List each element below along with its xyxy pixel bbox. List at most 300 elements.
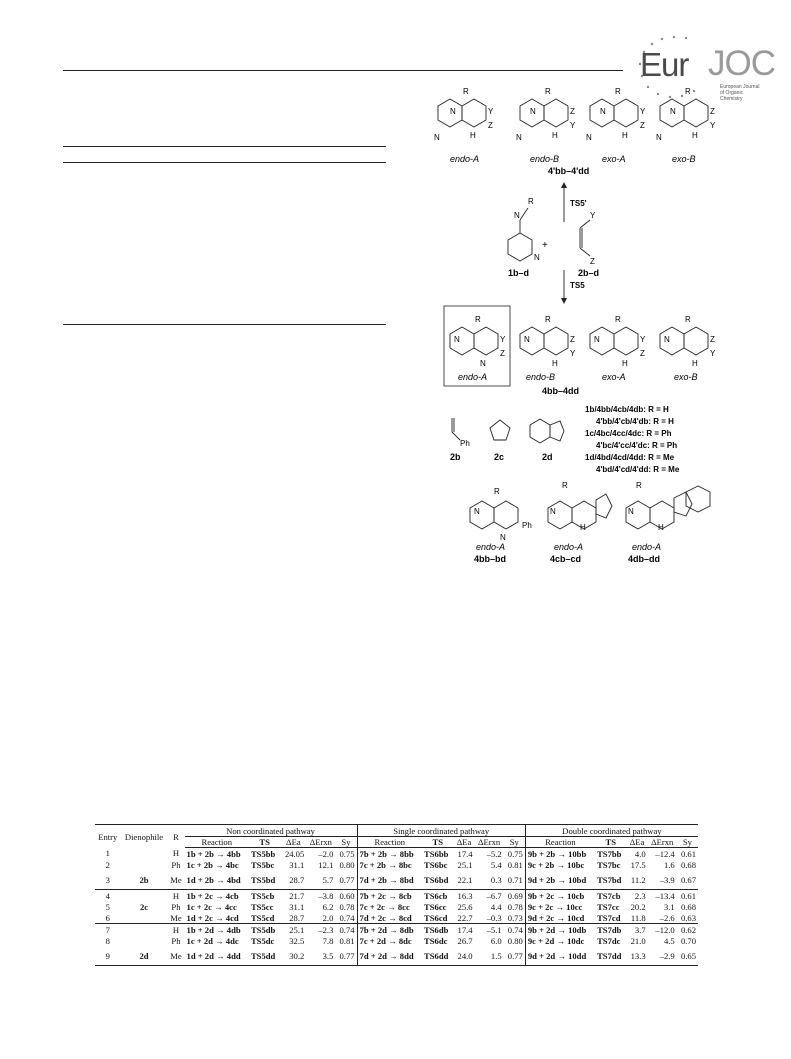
cell-ea: 28.7 xyxy=(289,874,305,885)
cell-sy: 0.71 xyxy=(507,874,523,885)
cell-ts: TS7bd xyxy=(597,874,622,885)
cell-ea: 13.3 xyxy=(627,946,648,966)
reactant1-label: 1b–d xyxy=(508,268,530,278)
cell-ea: 24.0 xyxy=(453,946,474,966)
atom-n: N xyxy=(534,253,540,262)
cell-erxn: –2.6 xyxy=(659,912,675,923)
cell-sy: 0.61 xyxy=(680,848,696,859)
cell-dienophile xyxy=(121,912,168,924)
cell-reaction: 1c + 2c → 4cc xyxy=(186,901,237,912)
bottom-isomer-endo-a xyxy=(450,315,506,382)
sub-reaction: Reaction xyxy=(357,837,422,848)
cell-erxn: –2.3 xyxy=(306,924,335,936)
cell-ea: 17.4 xyxy=(457,848,473,859)
cell-reaction: 9c + 2b → 10bc xyxy=(525,859,595,870)
cell-entry: 2 xyxy=(105,859,110,870)
atom-r: R xyxy=(615,87,621,96)
atom-n: N xyxy=(586,133,592,142)
cell-ea: 31.1 xyxy=(289,859,305,870)
atom-r: R xyxy=(494,487,500,496)
bottom-caption: 4bb–4dd xyxy=(542,386,580,396)
cell-ts: TS6bd xyxy=(424,874,449,885)
cell-ts: TS7bc xyxy=(597,859,621,870)
sub-sy: Sy xyxy=(677,837,698,848)
legend-line: 4'bb/4'cb/4'db: R = H xyxy=(596,417,674,426)
cell-reaction: 7d + 2c → 8cd xyxy=(357,912,422,924)
col-dienophile: Dienophile xyxy=(121,825,168,848)
atom-n: N xyxy=(514,211,520,220)
cell-ea: 30.2 xyxy=(280,946,306,966)
cell-dienophile: 2b xyxy=(139,874,149,885)
table-rule-mid xyxy=(63,162,386,163)
reactant2-label: 2b–d xyxy=(578,268,600,278)
cell-erxn: 4.4 xyxy=(490,901,502,912)
atom-n: N xyxy=(530,107,536,116)
cell-erxn: –12.0 xyxy=(648,924,677,936)
atom-n: N xyxy=(516,133,522,142)
product-id: 4db–dd xyxy=(628,554,661,564)
atom-h: H xyxy=(692,359,698,368)
atom-h: H xyxy=(552,359,558,368)
isomer-label: endo-B xyxy=(526,372,556,382)
product-id: 4cb–cd xyxy=(550,554,582,564)
cell-reaction: 1c + 2b → 4bc xyxy=(186,859,239,870)
cell-ea: 25.1 xyxy=(280,924,306,936)
cell-sy: 0.74 xyxy=(335,924,357,936)
atom-ph: Ph xyxy=(460,439,470,448)
cell-sy: 0.81 xyxy=(507,859,523,870)
reaction-scheme xyxy=(430,80,760,570)
cell-dienophile: 2c xyxy=(139,901,149,912)
cell-reaction: 7b + 2c → 8cb xyxy=(357,890,422,902)
cell-erxn: 7.8 xyxy=(322,935,334,946)
sub-ea: ΔEa xyxy=(627,837,648,848)
legend-line: 4'bc/4'cc/4'dc: R = Ph xyxy=(596,441,678,450)
cell-erxn: –5.1 xyxy=(475,924,504,936)
col-entry: Entry xyxy=(95,825,121,848)
cell-ts: TS7cc xyxy=(597,901,620,912)
product-4bb xyxy=(470,487,532,564)
atom-z: Z xyxy=(590,257,595,266)
product-label: endo-A xyxy=(476,542,506,552)
energy-table-grid xyxy=(95,824,698,966)
cell-ea: 17.4 xyxy=(453,924,474,936)
cell-erxn: –12.4 xyxy=(655,848,675,859)
atom-n: N xyxy=(480,359,486,368)
cell-sy: 0.68 xyxy=(680,859,696,870)
atom-r: R xyxy=(562,481,568,490)
atom-r: R xyxy=(545,87,551,96)
arrow-down-head xyxy=(561,298,567,304)
atom-n: N xyxy=(454,335,460,344)
product-id: 4bb–bd xyxy=(474,554,507,564)
cell-ea: 22.7 xyxy=(457,912,473,923)
cell-ts: TS6dd xyxy=(422,946,453,966)
atom-y: Y xyxy=(500,335,506,344)
cell-entry: 4 xyxy=(95,890,121,902)
cell-ts: TS7dd xyxy=(595,946,626,966)
sub-reaction: Reaction xyxy=(185,837,249,848)
cell-ts: TS5bb xyxy=(250,848,276,859)
cell-sy: 0.77 xyxy=(504,946,526,966)
cell-dienophile xyxy=(121,848,168,860)
atom-z: Z xyxy=(488,121,493,130)
legend-line: 4'bd/4'cd/4'dd: R = Me xyxy=(596,465,680,474)
cell-entry: 5 xyxy=(105,901,110,912)
atom-n: N xyxy=(670,107,676,116)
atom-y: Y xyxy=(710,349,716,358)
atom-n: N xyxy=(594,335,600,344)
header-rule xyxy=(63,70,623,71)
sub-ts: TS xyxy=(249,837,280,848)
sub-reaction: Reaction xyxy=(525,837,595,848)
atom-n: N xyxy=(628,507,634,516)
arrow-up-head xyxy=(561,182,567,188)
cell-ea: 25.6 xyxy=(457,901,473,912)
cell-ea: 11.8 xyxy=(630,912,646,923)
cell-erxn: 0.3 xyxy=(490,874,502,885)
table-group-header xyxy=(95,825,698,837)
atom-n: N xyxy=(600,107,606,116)
atom-r: R xyxy=(528,197,534,206)
cell-reaction: 9d + 2d → 10dd xyxy=(525,946,595,966)
atom-n: N xyxy=(474,507,480,516)
cell-dienophile: 2d xyxy=(121,946,168,966)
cell-sy: 0.75 xyxy=(507,848,523,859)
sub-ts: TS xyxy=(422,837,453,848)
cell-sy: 0.67 xyxy=(680,874,696,885)
cell-erxn: 6.0 xyxy=(490,935,502,946)
table-row xyxy=(95,912,698,924)
cell-ts: TS7bb xyxy=(597,848,622,859)
cell-r: H xyxy=(167,924,184,936)
table-row xyxy=(95,924,698,936)
cell-reaction: 1b + 2c → 4cb xyxy=(185,890,249,902)
table-row xyxy=(95,890,698,902)
cell-ea: 25.1 xyxy=(457,859,473,870)
cell-reaction: 1b + 2d → 4db xyxy=(185,924,249,936)
cell-reaction: 1d + 2b → 4bd xyxy=(186,874,241,885)
isomer-label: endo-A xyxy=(458,372,488,382)
cell-sy: 0.61 xyxy=(677,890,698,902)
cell-sy: 0.73 xyxy=(507,912,523,923)
atom-z: Z xyxy=(570,335,575,344)
cell-ea: 26.7 xyxy=(457,935,473,946)
atom-y: Y xyxy=(570,349,576,358)
cell-reaction: 1c + 2d → 4dc xyxy=(186,935,239,946)
cell-r: H xyxy=(172,848,180,859)
cell-erxn: –5.2 xyxy=(486,848,502,859)
product-label: endo-A xyxy=(554,542,584,552)
plus-sign: + xyxy=(542,240,548,251)
atom-y: Y xyxy=(590,211,596,220)
sub-sy: Sy xyxy=(504,837,526,848)
cell-reaction: 1b + 2b → 4bb xyxy=(186,848,241,859)
cell-ts: TS5db xyxy=(249,924,280,936)
atom-h: H xyxy=(692,131,698,140)
logo-subtitle-1: European Journal xyxy=(720,84,760,90)
cell-sy: 0.70 xyxy=(680,935,696,946)
cell-ts: TS7cb xyxy=(595,890,626,902)
product-4db xyxy=(626,481,710,564)
cell-sy: 0.81 xyxy=(339,935,355,946)
cell-erxn: –2.0 xyxy=(318,848,334,859)
cell-ts: TS5cc xyxy=(250,901,274,912)
cell-sy: 0.65 xyxy=(677,946,698,966)
atom-z: Z xyxy=(640,349,645,358)
cell-reaction: 7d + 2b → 8bd xyxy=(357,870,422,890)
cell-entry: 6 xyxy=(105,912,110,923)
cell-r: Ph xyxy=(171,859,181,870)
ts-top-label: TS5' xyxy=(570,199,587,208)
cell-reaction: 9c + 2c → 10cc xyxy=(525,901,595,912)
cell-erxn: 6.2 xyxy=(322,901,334,912)
atom-r: R xyxy=(685,87,691,96)
isomer-label: endo-A xyxy=(450,154,480,164)
top-isomer-exo-b xyxy=(656,87,716,164)
reactant-imine xyxy=(508,197,540,262)
cell-ts: TS6bc xyxy=(424,859,448,870)
group-single-coordinated: Single coordinated pathway xyxy=(357,825,525,837)
sub-ea: ΔEa xyxy=(280,837,306,848)
cell-reaction: 7b + 2b → 8bb xyxy=(357,848,422,860)
cell-entry: 7 xyxy=(95,924,121,936)
cell-ts: TS5dd xyxy=(249,946,280,966)
cell-ts: TS6cb xyxy=(422,890,453,902)
cell-entry: 8 xyxy=(105,935,110,946)
cell-erxn: –2.9 xyxy=(648,946,677,966)
dienophile-label: 2c xyxy=(494,452,505,462)
atom-z: Z xyxy=(710,335,715,344)
cell-ea: 3.7 xyxy=(627,924,648,936)
atom-y: Y xyxy=(710,121,716,130)
cell-sy: 0.62 xyxy=(677,924,698,936)
cell-entry: 1 xyxy=(105,848,110,859)
cell-reaction: 1d + 2d → 4dd xyxy=(185,946,249,966)
cell-ts: TS6cd xyxy=(424,912,448,923)
cell-ts: TS5cb xyxy=(249,890,280,902)
cell-ea: 22.1 xyxy=(457,874,473,885)
cell-ts: TS5dc xyxy=(250,935,275,946)
atom-y: Y xyxy=(488,107,494,116)
cell-reaction: 7c + 2d → 8dc xyxy=(357,935,422,946)
cell-sy: 0.77 xyxy=(335,946,357,966)
cell-r: Ph xyxy=(171,901,181,912)
table-rule-bottom xyxy=(63,324,386,325)
atom-r: R xyxy=(545,315,551,324)
sub-erxn: ΔErxn xyxy=(306,837,335,848)
table-row xyxy=(95,859,698,870)
product-label: endo-A xyxy=(632,542,662,552)
cell-sy: 0.74 xyxy=(504,924,526,936)
cell-ea: 28.7 xyxy=(289,912,305,923)
cell-reaction: 7b + 2d → 8db xyxy=(357,924,422,936)
cell-ts: TS7db xyxy=(595,924,626,936)
cell-ea: 16.3 xyxy=(453,890,474,902)
cell-sy: 0.75 xyxy=(339,848,355,859)
logo-subtitle-2: of Organic Chemistry xyxy=(720,90,744,102)
cell-ea: 32.5 xyxy=(289,935,305,946)
sub-ts: TS xyxy=(595,837,626,848)
cell-reaction: 9d + 2c → 10cd xyxy=(525,912,595,924)
cell-erxn: 4.5 xyxy=(663,935,675,946)
cell-dienophile xyxy=(121,859,168,870)
cell-r: H xyxy=(167,890,184,902)
cell-ea: 21.0 xyxy=(630,935,646,946)
cell-sy: 0.68 xyxy=(680,901,696,912)
atom-n: N xyxy=(664,335,670,344)
cell-erxn: –0.3 xyxy=(486,912,502,923)
cell-ts: TS5bd xyxy=(250,874,276,885)
cell-dienophile xyxy=(121,924,168,936)
bottom-isomer-endo-b xyxy=(520,315,576,382)
cell-sy: 0.78 xyxy=(507,901,523,912)
top-isomer-endo-b xyxy=(516,87,576,164)
atom-h: H xyxy=(658,523,664,532)
cell-sy: 0.63 xyxy=(680,912,696,923)
product-4cb xyxy=(548,481,612,564)
top-isomer-endo-a xyxy=(434,87,494,164)
table-row xyxy=(95,848,698,860)
atom-h: H xyxy=(622,131,628,140)
cell-entry: 3 xyxy=(105,874,110,885)
atom-h: H xyxy=(580,523,586,532)
group-double-coordinated: Double coordinated pathway xyxy=(525,825,698,837)
atom-y: Y xyxy=(640,107,646,116)
cell-ea: 24.05 xyxy=(284,848,305,859)
legend-line: 1b/4bb/4cb/4db: R = H xyxy=(585,405,669,414)
cell-ea: 2.3 xyxy=(627,890,648,902)
isomer-label: endo-B xyxy=(530,154,560,164)
atom-y: Y xyxy=(570,121,576,130)
cell-entry: 9 xyxy=(95,946,121,966)
cell-sy: 0.78 xyxy=(339,901,355,912)
cell-erxn: 12.1 xyxy=(318,859,334,870)
atom-r: R xyxy=(636,481,642,490)
atom-ph: Ph xyxy=(522,521,532,530)
cell-sy: 0.74 xyxy=(339,912,355,923)
cell-ts: TS6dc xyxy=(424,935,448,946)
cell-reaction: 7c + 2c → 8cc xyxy=(357,901,422,912)
cell-reaction: 9c + 2d → 10dc xyxy=(525,935,595,946)
atom-n: N xyxy=(550,507,556,516)
cell-ts: TS5cd xyxy=(250,912,275,923)
cell-erxn: –13.4 xyxy=(648,890,677,902)
atom-n: N xyxy=(500,533,506,542)
atom-r: R xyxy=(685,315,691,324)
legend-line: 1d/4bd/4cd/4dd: R = Me xyxy=(585,453,675,462)
cell-ea: 17.5 xyxy=(630,859,646,870)
isomer-label: exo-A xyxy=(602,372,626,382)
ts-bottom-label: TS5 xyxy=(570,281,585,290)
cell-erxn: –6.7 xyxy=(475,890,504,902)
cell-sy: 0.60 xyxy=(335,890,357,902)
table-rule-top xyxy=(63,146,386,147)
isomer-label: exo-A xyxy=(602,154,626,164)
isomer-label: exo-B xyxy=(674,372,698,382)
cell-ts: TS6db xyxy=(422,924,453,936)
cell-sy: 0.80 xyxy=(339,859,355,870)
atom-r: R xyxy=(463,87,469,96)
top-caption: 4'bb–4'dd xyxy=(548,166,590,176)
cell-reaction: 9b + 2d → 10db xyxy=(525,924,595,936)
cell-reaction: 1d + 2c → 4cd xyxy=(186,912,239,923)
sub-sy: Sy xyxy=(335,837,357,848)
reactant-alkene xyxy=(580,211,596,266)
cell-dienophile xyxy=(121,890,168,902)
table-sub-header xyxy=(95,837,698,848)
group-non-coordinated: Non coordinated pathway xyxy=(185,825,358,837)
cell-sy: 0.77 xyxy=(339,874,355,885)
cell-erxn: –3.8 xyxy=(306,890,335,902)
cell-erxn: 1.5 xyxy=(475,946,504,966)
dienophile-styrene xyxy=(452,418,470,448)
cell-erxn: –3.9 xyxy=(659,874,675,885)
cell-erxn: 2.0 xyxy=(322,912,334,923)
cell-reaction: 9b + 2b → 10bb xyxy=(525,848,595,860)
atom-n: N xyxy=(656,133,662,142)
table-row xyxy=(95,901,698,912)
cell-reaction: 9d + 2b → 10bd xyxy=(525,870,595,890)
cell-r: Me xyxy=(170,874,182,885)
logo-joc: JOC xyxy=(708,44,775,83)
dienophile-label: 2b xyxy=(450,452,461,462)
dienophile-indene xyxy=(530,419,564,443)
atom-y: Y xyxy=(640,335,646,344)
atom-n: N xyxy=(524,335,530,344)
col-r: R xyxy=(167,825,184,848)
cell-ea: 4.0 xyxy=(634,848,646,859)
sub-erxn: ΔErxn xyxy=(475,837,504,848)
cell-erxn: 3.5 xyxy=(306,946,335,966)
logo-eur: Eur xyxy=(640,46,689,83)
cell-r: Me xyxy=(170,912,182,923)
bottom-isomer-exo-b xyxy=(660,315,716,382)
cell-sy: 0.80 xyxy=(507,935,523,946)
cell-ea: 11.2 xyxy=(630,874,646,885)
cell-reaction: 7c + 2b → 8bc xyxy=(357,859,422,870)
atom-z: Z xyxy=(710,107,715,116)
cell-erxn: 1.6 xyxy=(663,859,675,870)
dienophile-cyclopentene xyxy=(490,420,510,440)
bottom-isomer-exo-a xyxy=(590,315,646,382)
cell-ts: TS7dc xyxy=(597,935,621,946)
cell-dienophile xyxy=(121,935,168,946)
atom-h: H xyxy=(470,131,476,140)
sub-erxn: ΔErxn xyxy=(648,837,677,848)
table-row xyxy=(95,935,698,946)
table-body xyxy=(95,848,698,966)
cell-ea: 20.2 xyxy=(630,901,646,912)
cell-erxn: 3.1 xyxy=(663,901,675,912)
cell-ea: 31.1 xyxy=(289,901,305,912)
cell-reaction: 7d + 2d → 8dd xyxy=(357,946,422,966)
cell-r: Ph xyxy=(171,935,181,946)
top-isomer-exo-a xyxy=(586,87,646,164)
cell-ea: 21.7 xyxy=(280,890,306,902)
atom-z: Z xyxy=(500,349,505,358)
atom-z: Z xyxy=(570,107,575,116)
atom-n: N xyxy=(450,107,456,116)
cell-erxn: 5.7 xyxy=(322,874,334,885)
cell-erxn: 5.4 xyxy=(490,859,502,870)
table-row xyxy=(95,870,698,890)
atom-r: R xyxy=(615,315,621,324)
energy-table xyxy=(95,824,698,966)
isomer-label: exo-B xyxy=(672,154,696,164)
cell-r: Me xyxy=(167,946,184,966)
cell-sy: 0.69 xyxy=(504,890,526,902)
